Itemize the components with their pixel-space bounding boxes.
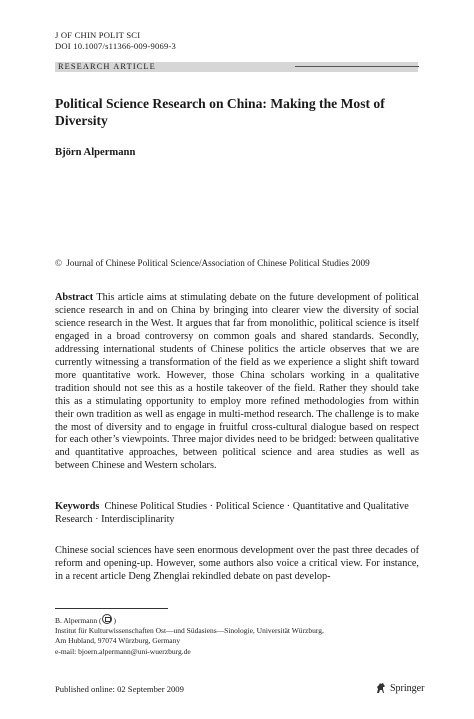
article-type: RESEARCH ARTICLE bbox=[58, 62, 156, 71]
author-name: Björn Alpermann bbox=[55, 147, 136, 158]
footnote-institute: Institut für Kulturwissenschaften Ost—und Südasiens—Sinologie, Universität Würzburg, bbox=[55, 626, 324, 636]
journal-abbrev: J OF CHIN POLIT SCI bbox=[55, 30, 141, 40]
author-footnote bbox=[55, 614, 419, 657]
header-rule bbox=[295, 66, 419, 67]
abstract bbox=[55, 292, 419, 473]
keywords bbox=[55, 501, 419, 527]
springer-horse-icon bbox=[375, 682, 387, 694]
footnote-author-close: ) bbox=[113, 616, 116, 625]
body-intro: Chinese social sciences have seen enormous development over the past three decades of reform and opening-up. However, some authors also voice a critical view. For instance, in a recent article Deng Zhenglai rekindled debate on past develop- bbox=[55, 545, 419, 582]
springer-logo bbox=[375, 682, 424, 694]
copyright-icon: © bbox=[55, 258, 62, 268]
abstract-label: Abstract bbox=[55, 292, 94, 303]
footnote-author: B. Alpermann ( bbox=[55, 616, 102, 625]
footnote-author-line bbox=[55, 614, 419, 626]
abstract-text: This article aims at stimulating debate on the future development of political science research in and on China by bringing into clearer view the diversity of social science research in the West. It argues that far from monolithic, political science is itself engaged in a broad controversy on common goals and shared standards. Secondly, addressing international students of Chinese politics the article observes that we are currently witnessing a transformation of the field as we experience a slight shift toward more quantitative work. However, those China scholars working in a qualitative tradition should not see this as a hostile takeover of the field. Rather they should take this as a stimulating opportunity to employ more refined methodologies from within their own tradition as well as engage in multi-method research. The challenge is to make the most of diversity and to engage in fruitful cross-cultural dialogue based on respect for each other’s viewpoints. Three major divides need to be bridged: between qualitative and quantitative approaches, between political science and area studies as well as between Chinese and Western scholars. bbox=[55, 292, 419, 472]
copyright-line bbox=[55, 258, 370, 268]
publisher-name: Springer bbox=[390, 682, 425, 694]
keywords-label: Keywords bbox=[55, 501, 100, 512]
article-title: Political Science Research on China: Making the Most of Diversity bbox=[55, 96, 385, 128]
copyright-text: Journal of Chinese Political Science/Association of Chinese Political Studies 2009 bbox=[66, 258, 370, 268]
journal-header bbox=[55, 30, 176, 52]
published-date: Published online: 02 September 2009 bbox=[55, 684, 184, 694]
doi: DOI 10.1007/s11366-009-9069-3 bbox=[55, 41, 177, 51]
footnote-rule bbox=[55, 608, 168, 609]
keywords-text: Chinese Political Studies · Political Science · Quantitative and Qualitative Research · Interdisciplinarity bbox=[55, 501, 409, 525]
envelope-icon bbox=[102, 614, 112, 624]
footnote-email[interactable]: e-mail: bjoern.alpermann@uni-wuerzburg.de bbox=[55, 646, 191, 656]
footnote-address: Am Hubland, 97074 Würzburg, Germany bbox=[55, 636, 181, 646]
